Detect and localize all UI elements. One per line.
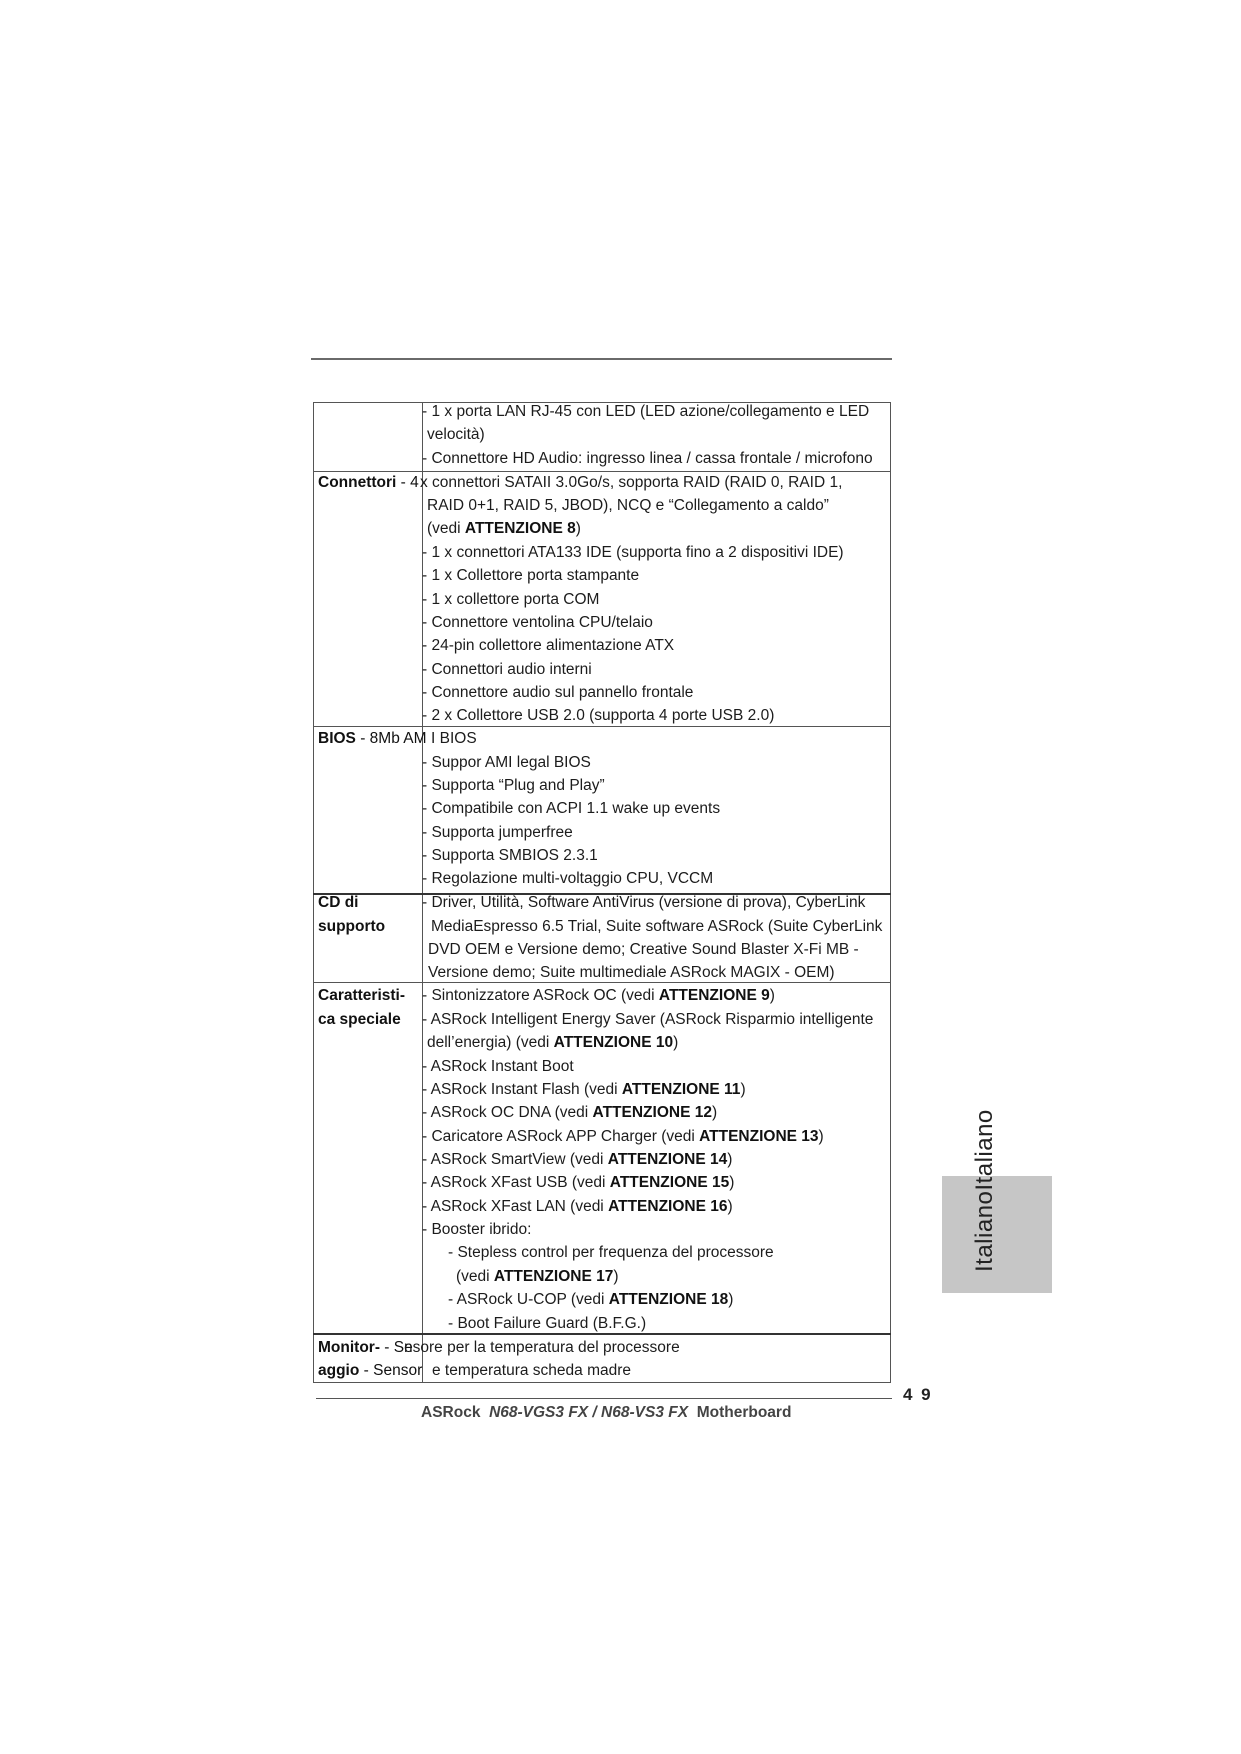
spec-text: (vedi <box>456 1268 494 1285</box>
spec-line <box>422 1150 732 1170</box>
spec-text: - 1 x collettore porta COM <box>422 591 600 608</box>
spec-text: e temperatura scheda madre <box>432 1362 632 1379</box>
spec-line <box>422 753 591 773</box>
spec-line <box>427 425 485 445</box>
spec-line <box>448 1290 733 1310</box>
spec-text: ) <box>727 1151 733 1168</box>
spec-line <box>420 473 842 493</box>
spec-text: x connettori SATAII 3.0Go/s, sopporta RAID (RAID 0, RAID 1, <box>420 474 843 491</box>
spec-line <box>428 963 835 983</box>
spec-text: - Connettori audio interni <box>422 661 592 678</box>
spec-text: DVD OEM e Versione demo; Creative Sound Blaster X-Fi MB - <box>428 941 859 958</box>
spec-text: ) <box>727 1198 733 1215</box>
header-rule <box>311 358 892 360</box>
spec-text: ) <box>728 1291 734 1308</box>
spec-line <box>427 1033 678 1053</box>
label-caratteristiche-2: ca speciale <box>318 1011 401 1028</box>
spec-text: RAID 0+1, RAID 5, JBOD), NCQ e “Collegamento a caldo” <box>427 497 829 514</box>
spec-text: - Driver, Utilità, Software AntiVirus (versione di prova), CyberLink <box>422 894 866 911</box>
spec-line <box>422 636 674 656</box>
page-number: 4 9 <box>903 1385 933 1404</box>
spec-text: - Supporta jumperfree <box>422 824 573 841</box>
spec-text: ) <box>729 1174 735 1191</box>
spec-line <box>422 1080 746 1100</box>
label-monitor <box>318 1338 413 1358</box>
footer-brand: ASRock <box>421 1404 481 1421</box>
spec-text: - ASRock Instant Flash (vedi <box>422 1081 622 1098</box>
spec-line <box>422 869 713 889</box>
spec-line <box>422 449 873 469</box>
spec-text: - ASRock Intelligent Energy Saver (ASRock Risparmio intelligente <box>422 1011 874 1028</box>
spec-text: dell’energia) (vedi <box>427 1034 554 1051</box>
spec-text: - Boot Failure Guard (B.F.G.) <box>448 1315 647 1332</box>
spec-line <box>422 986 775 1006</box>
spec-line <box>456 1267 619 1287</box>
note-reference: ATTENZIONE 12 <box>592 1104 712 1121</box>
footer-caption <box>421 1404 791 1422</box>
spec-text: - ASRock XFast USB (vedi <box>422 1174 610 1191</box>
spec-text: - 2 x Collettore USB 2.0 (supporta 4 porte USB 2.0) <box>422 707 775 724</box>
label-connettori <box>318 473 419 493</box>
note-reference: ATTENZIONE 18 <box>608 1291 729 1308</box>
spec-text: - Booster ibrido: <box>422 1221 532 1238</box>
spec-line <box>422 1173 734 1193</box>
spec-line <box>422 706 774 726</box>
label-aggio <box>318 1361 422 1381</box>
spec-line <box>422 893 865 913</box>
label-aggio-bold: aggio <box>318 1362 360 1379</box>
spec-text: - Regolazione multi-voltaggio CPU, VCCM <box>422 870 714 887</box>
spec-line <box>422 1197 733 1217</box>
spec-text: ) <box>673 1034 679 1051</box>
spec-line <box>422 613 653 633</box>
spec-text: velocità) <box>427 426 485 443</box>
spec-text: - ASRock U-COP (vedi <box>448 1291 609 1308</box>
note-reference: ATTENZIONE 16 <box>608 1198 728 1215</box>
spec-line <box>428 940 859 960</box>
footer-model: N68-VGS3 FX / N68-VS3 FX <box>489 1404 689 1421</box>
spec-line <box>422 1220 531 1240</box>
spec-text: ) <box>711 1104 718 1121</box>
spec-line <box>432 1361 631 1381</box>
spec-text: - ASRock OC DNA (vedi <box>422 1104 593 1121</box>
footer-suffix: Motherboard <box>696 1404 792 1421</box>
label-monitor-bold: Monitor- <box>318 1339 380 1356</box>
spec-text: nsore per la temperatura del processore <box>404 1339 680 1356</box>
spec-text: - 24-pin collettore alimentazione ATX <box>422 637 675 654</box>
spec-line <box>448 1243 774 1263</box>
spec-text: I BIOS <box>431 730 477 747</box>
spec-line <box>422 1127 824 1147</box>
label-bios-rest: - 8Mb AM <box>355 730 427 747</box>
spec-text: - Stepless control per frequenza del processore <box>448 1244 774 1261</box>
label-monitor-rest: - Se <box>379 1339 413 1356</box>
spec-text: - Supporta SMBIOS 2.3.1 <box>422 847 598 864</box>
note-reference: ATTENZIONE 10 <box>553 1034 674 1051</box>
spec-text: - ASRock XFast LAN (vedi <box>422 1198 609 1215</box>
spec-text: ) <box>613 1268 619 1285</box>
note-reference: ATTENZIONE 13 <box>699 1128 819 1145</box>
spec-line <box>404 1338 680 1358</box>
spec-text: - Supporta “Plug and Play” <box>422 777 605 794</box>
label-bios <box>318 729 427 749</box>
spec-line <box>422 590 599 610</box>
spec-text: Versione demo; Suite multimediale ASRock MAGIX - OEM) <box>428 964 835 981</box>
label-aggio-rest: - Sensor <box>359 1362 423 1379</box>
label-supporto: supporto <box>318 918 386 935</box>
note-reference: ATTENZIONE 14 <box>607 1151 728 1168</box>
footer-rule <box>316 1398 892 1399</box>
note-reference: ATTENZIONE 9 <box>658 987 770 1004</box>
spec-text: MediaEspresso 6.5 Trial, Suite software ASRock (Suite CyberLink <box>431 918 883 935</box>
spec-line <box>422 1103 717 1123</box>
spec-text: - 1 x porta LAN RJ-45 con LED (LED azione/collegamento e LED <box>422 403 870 420</box>
label-connettori-rest: - 4 <box>396 474 419 491</box>
spec-line <box>422 1057 574 1077</box>
spec-line <box>448 1314 646 1334</box>
spec-line <box>422 543 844 563</box>
spec-line <box>422 846 598 866</box>
spec-line <box>431 917 882 937</box>
spec-line <box>422 683 693 703</box>
spec-text: - Connettore HD Audio: ingresso linea / cassa frontale / microfono <box>422 450 873 467</box>
note-reference: ATTENZIONE 17 <box>493 1268 614 1285</box>
spec-text: - Caricatore ASRock APP Charger (vedi <box>422 1128 700 1145</box>
spec-text: - Suppor AMI legal BIOS <box>422 754 591 771</box>
spec-line <box>422 1010 873 1030</box>
spec-text: ) <box>769 987 775 1004</box>
spec-text: ) <box>740 1081 746 1098</box>
spec-line <box>427 519 581 539</box>
note-reference: ATTENZIONE 15 <box>609 1174 730 1191</box>
note-reference: ATTENZIONE 11 <box>621 1081 741 1098</box>
spec-line <box>431 729 477 749</box>
label-cd-di: CD di <box>318 894 359 911</box>
label-caratteristiche-1: Caratteristi- <box>318 987 405 1004</box>
spec-line <box>422 799 720 819</box>
spec-text: ) <box>818 1128 824 1145</box>
spec-line <box>427 496 829 516</box>
spec-text: (vedi <box>427 520 465 537</box>
spec-line <box>422 776 605 796</box>
spec-text: - 1 x Collettore porta stampante <box>422 567 640 584</box>
label-bios-bold: BIOS <box>318 730 356 747</box>
spec-line <box>422 566 639 586</box>
row-divider <box>313 726 891 727</box>
spec-line <box>422 823 573 843</box>
spec-text: - Connettore audio sul pannello frontale <box>422 684 694 701</box>
spec-text: - Compatibile con ACPI 1.1 wake up events <box>422 800 721 817</box>
spec-line <box>422 402 869 422</box>
spec-text: - ASRock Instant Boot <box>422 1058 574 1075</box>
label-connettori-bold: Connettori <box>318 474 397 491</box>
note-reference: ATTENZIONE 8 <box>464 520 576 537</box>
spec-text: - 1 x connettori ATA133 IDE (supporta fino a 2 dispositivi IDE) <box>422 544 844 561</box>
spec-text: ) <box>575 520 581 537</box>
spec-text: - Sintonizzatore ASRock OC (vedi <box>422 987 659 1004</box>
language-tab-label: ItalianoItaliano <box>971 1109 998 1272</box>
spec-text: - ASRock SmartView (vedi <box>422 1151 608 1168</box>
row-divider <box>313 471 891 472</box>
spec-text: - Connettore ventolina CPU/telaio <box>422 614 653 631</box>
spec-line <box>422 660 592 680</box>
